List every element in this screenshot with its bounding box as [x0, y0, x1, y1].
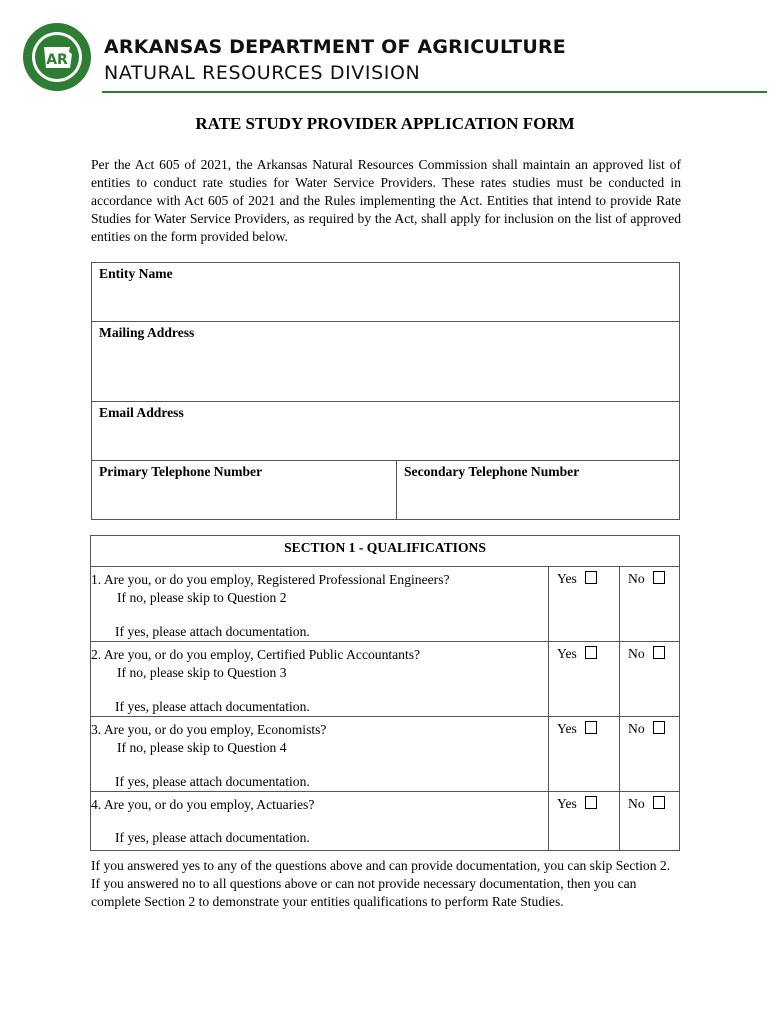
yes-label: Yes — [557, 721, 577, 736]
no-option — [620, 717, 680, 792]
yes-checkbox[interactable] — [585, 796, 597, 809]
email-address-field[interactable] — [92, 402, 680, 461]
section-2-instructions: If you answered yes to any of the questions above and can provide documentation, you can skip Section 2. If you answered no to all questions above or can not provide necessary documentation, then you can complete Section 2 to demonstrate your entities qualifications to perform Rate Studies. — [91, 858, 671, 909]
no-label: No — [628, 571, 645, 586]
no-option — [620, 642, 680, 717]
section-1-heading: SECTION 1 - QUALIFICATIONS — [91, 536, 680, 567]
secondary-phone-label: Secondary Telephone Number — [404, 464, 580, 479]
question-text: 4. Are you, or do you employ, Actuaries? — [91, 797, 315, 812]
email-address-label: Email Address — [99, 405, 184, 420]
question-2 — [91, 642, 549, 717]
question-text: 2. Are you, or do you employ, Certified Public Accountants? — [91, 647, 421, 662]
header-rule — [102, 91, 767, 93]
department-name: ARKANSAS DEPARTMENT OF AGRICULTURE — [104, 36, 566, 58]
entity-name-field[interactable] — [92, 263, 680, 322]
question-doc-note: If yes, please attach documentation. — [115, 774, 310, 789]
question-doc-note: If yes, please attach documentation. — [115, 830, 310, 845]
question-1 — [91, 567, 549, 642]
yes-checkbox[interactable] — [585, 721, 597, 734]
question-row — [91, 717, 680, 792]
seal-inner-text: AR — [46, 52, 68, 68]
question-row — [91, 642, 680, 717]
question-row — [91, 792, 680, 851]
question-doc-note: If yes, please attach documentation. — [115, 624, 310, 639]
no-label: No — [628, 646, 645, 661]
yes-option — [549, 717, 620, 792]
question-text: 1. Are you, or do you employ, Registered Professional Engineers? — [91, 572, 450, 587]
yes-checkbox[interactable] — [585, 646, 597, 659]
question-4 — [91, 792, 549, 851]
no-label: No — [628, 721, 645, 736]
question-skip-note: If no, please skip to Question 2 — [117, 590, 287, 605]
question-row — [91, 567, 680, 642]
department-seal-icon — [22, 22, 92, 92]
no-checkbox[interactable] — [653, 571, 665, 584]
no-label: No — [628, 796, 645, 811]
mailing-address-field[interactable] — [92, 322, 680, 402]
entity-info-table — [91, 262, 680, 520]
mailing-address-label: Mailing Address — [99, 325, 195, 340]
question-skip-note: If no, please skip to Question 4 — [117, 740, 287, 755]
intro-paragraph: Per the Act 605 of 2021, the Arkansas Natural Resources Commission shall maintain an approved list of entities to conduct rate studies for Water Service Providers. These rates studies must be conducted in accordance with Act 605 of 2021 and the Rules implementing the Act. Entities that intend to provide Rate Studies for Water Service Providers, as required by the Act, shall apply for inclusion on the list of approved entities on the form provided below. — [91, 157, 681, 244]
yes-option — [549, 567, 620, 642]
primary-phone-label: Primary Telephone Number — [99, 464, 263, 479]
question-doc-note: If yes, please attach documentation. — [115, 699, 310, 714]
yes-option — [549, 642, 620, 717]
no-option — [620, 792, 680, 851]
yes-checkbox[interactable] — [585, 571, 597, 584]
letterhead — [22, 22, 747, 94]
no-option — [620, 567, 680, 642]
question-text: 3. Are you, or do you employ, Economists? — [91, 722, 327, 737]
yes-option — [549, 792, 620, 851]
no-checkbox[interactable] — [653, 796, 665, 809]
qualifications-table — [90, 535, 680, 851]
division-name: NATURAL RESOURCES DIVISION — [104, 62, 421, 84]
no-checkbox[interactable] — [653, 646, 665, 659]
yes-label: Yes — [557, 646, 577, 661]
yes-label: Yes — [557, 796, 577, 811]
secondary-phone-field[interactable] — [397, 461, 680, 520]
question-3 — [91, 717, 549, 792]
primary-phone-field[interactable] — [92, 461, 397, 520]
entity-name-label: Entity Name — [99, 266, 173, 281]
yes-label: Yes — [557, 571, 577, 586]
question-skip-note: If no, please skip to Question 3 — [117, 665, 287, 680]
form-title: RATE STUDY PROVIDER APPLICATION FORM — [195, 114, 575, 133]
no-checkbox[interactable] — [653, 721, 665, 734]
